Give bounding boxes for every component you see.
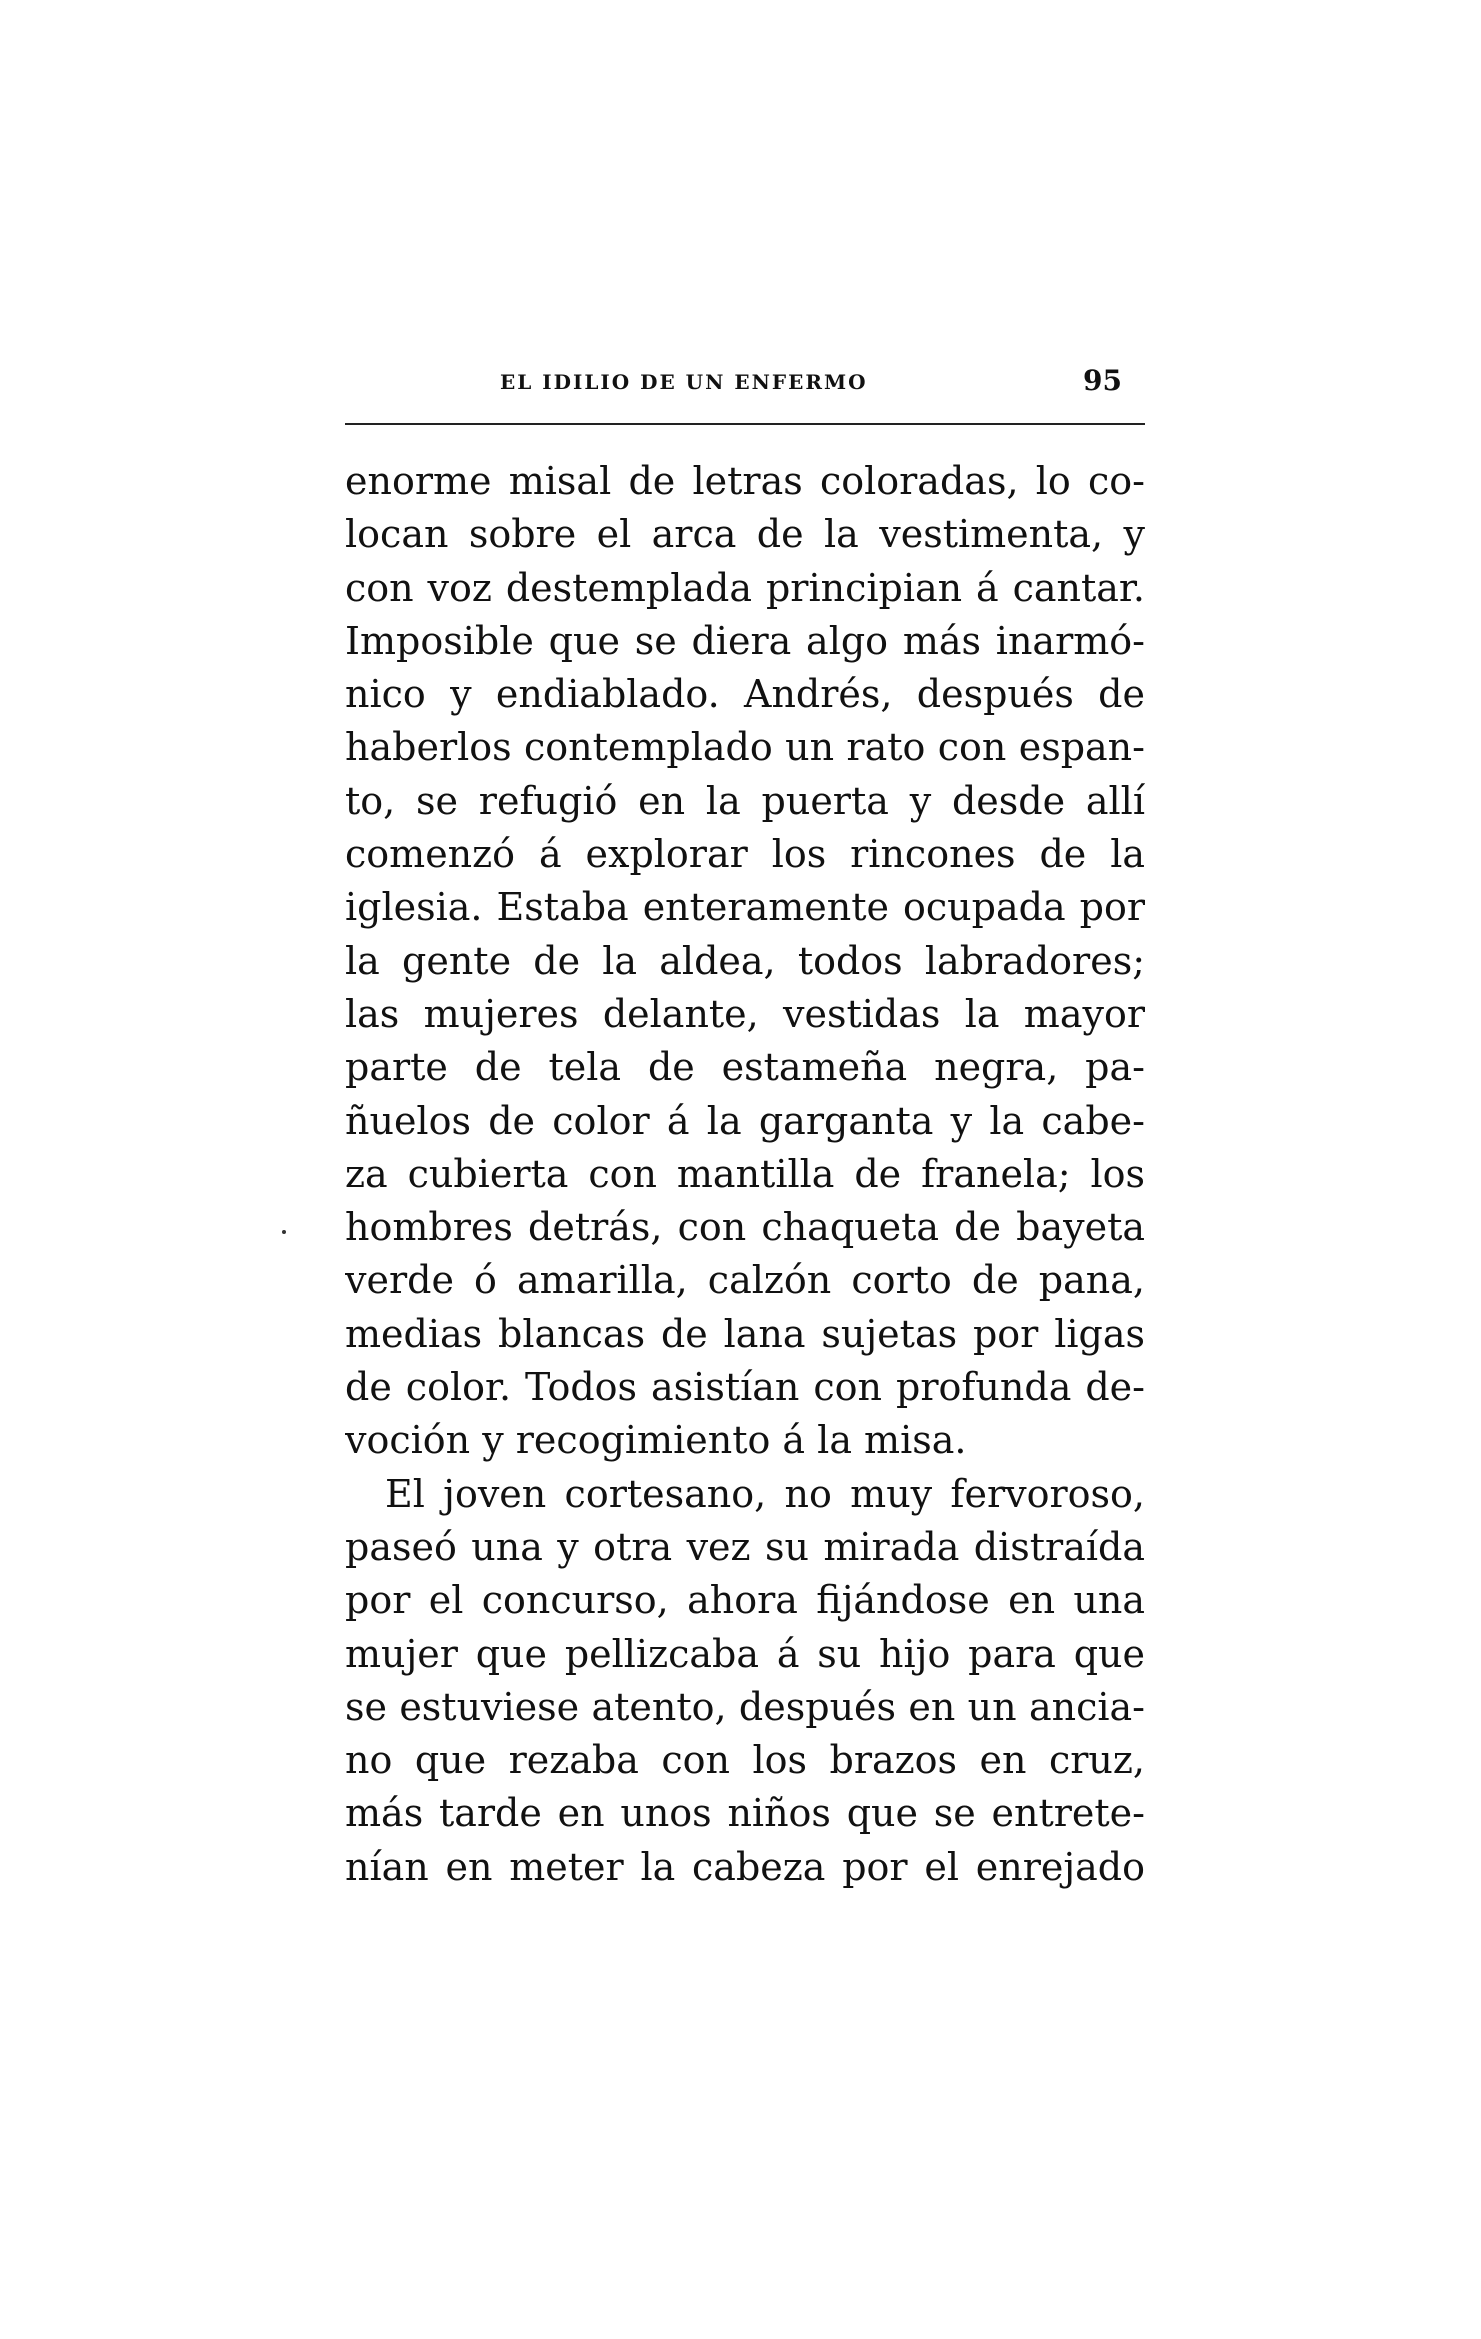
text-line: haberlos contemplado un rato con espan- [345, 725, 1145, 770]
page-number: 95 [1083, 364, 1122, 397]
text-line-paragraph-end: voción y recogimiento á la misa. [345, 1418, 967, 1463]
text-line: enorme misal de letras coloradas, lo co- [345, 459, 1145, 503]
running-title: EL IDILIO DE UN ENFERMO [500, 370, 868, 394]
ink-speck [282, 1230, 286, 1234]
header-rule [345, 423, 1145, 425]
text-line: parte de tela de estameña negra, pa- [345, 1045, 1145, 1090]
text-line: ñuelos de color á la garganta y la cabe- [345, 1098, 1145, 1143]
text-line: se estuviese atento, después en un ancia- [345, 1684, 1145, 1729]
text-line: más tarde en unos niños que se entrete- [345, 1791, 1145, 1836]
text-line: la gente de la aldea, todos labradores; [345, 938, 1145, 983]
running-head [345, 360, 1140, 400]
text-line: to, se refugió en la puerta y desde allí [345, 778, 1145, 823]
text-line: nico y endiablado. Andrés, después de [345, 672, 1145, 717]
text-line-paragraph-start: El joven cortesano, no muy fervoroso, [385, 1471, 1145, 1516]
text-line: comenzó á explorar los rincones de la [345, 832, 1145, 877]
text-line: za cubierta con mantilla de franela; los [345, 1151, 1145, 1196]
text-line: nían en meter la cabeza por el enrejado [345, 1844, 1145, 1889]
text-line: con voz destemplada principian á cantar. [345, 565, 1145, 610]
text-line: hombres detrás, con chaqueta de bayeta [345, 1205, 1145, 1250]
text-line: iglesia. Estaba enteramente ocupada por [345, 885, 1145, 930]
text-line: no que rezaba con los brazos en cruz, [345, 1738, 1145, 1783]
text-line: medias blancas de lana sujetas por ligas [345, 1311, 1145, 1356]
text-line: de color. Todos asistían con profunda de- [345, 1365, 1145, 1410]
text-line: por el concurso, ahora fijándose en una [345, 1578, 1145, 1623]
body-text [345, 455, 1145, 1894]
text-line: mujer que pellizcaba á su hijo para que [345, 1631, 1145, 1676]
text-line: locan sobre el arca de la vestimenta, y [345, 512, 1145, 557]
text-line: las mujeres delante, vestidas la mayor [345, 991, 1145, 1036]
text-line: Imposible que se diera algo más inarmó- [345, 618, 1145, 663]
text-line: paseó una y otra vez su mirada distraída [345, 1524, 1145, 1569]
text-line: verde ó amarilla, calzón corto de pana, [345, 1258, 1145, 1303]
